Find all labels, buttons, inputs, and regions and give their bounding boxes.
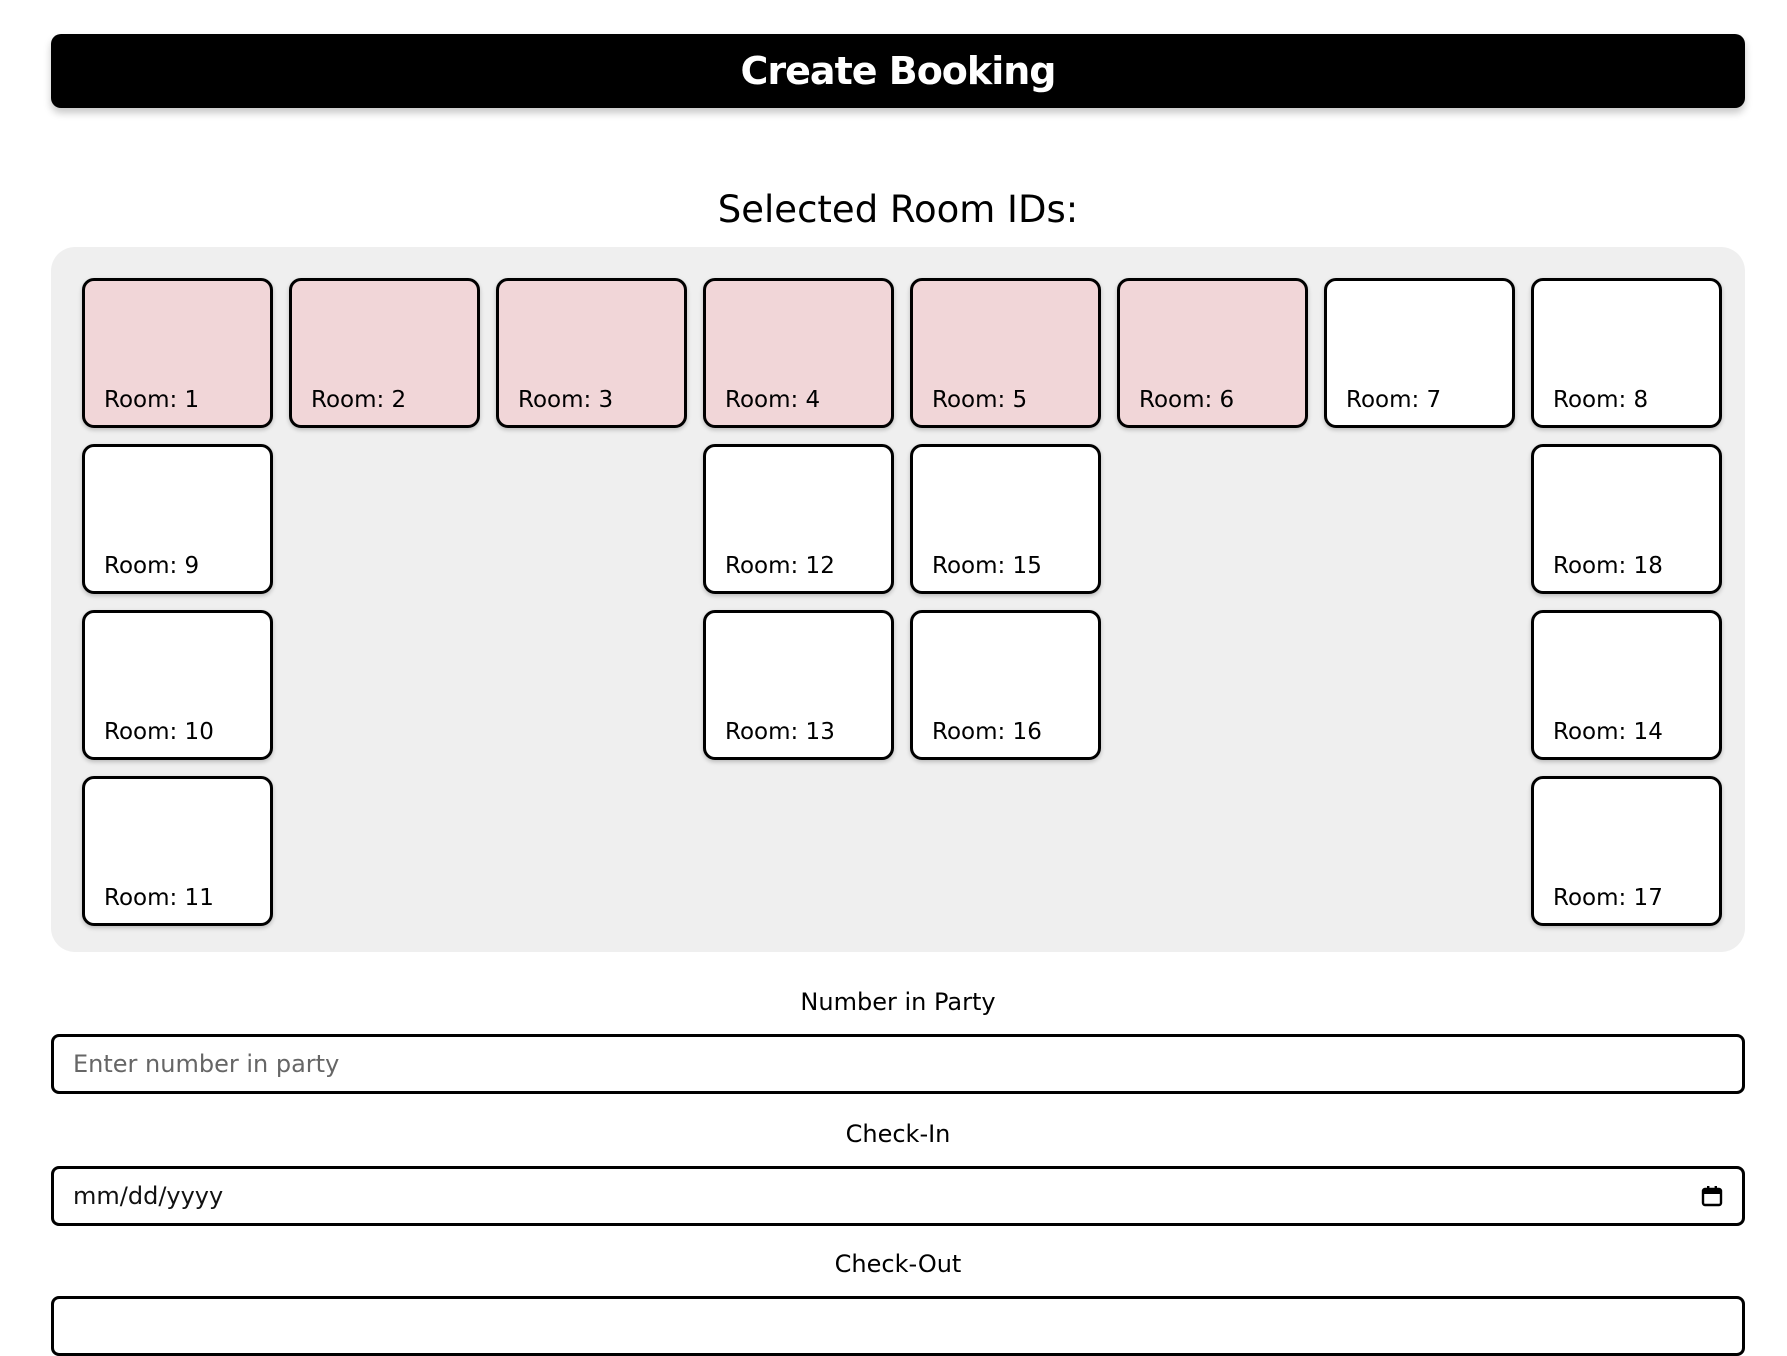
room-label: Room: 7: [1346, 387, 1442, 413]
room-card-13[interactable]: [703, 610, 894, 760]
room-label: Room: 9: [104, 553, 200, 579]
room-label: Room: 12: [725, 553, 835, 579]
check-out-input[interactable]: [51, 1296, 1745, 1356]
room-label: Room: 13: [725, 719, 835, 745]
room-card-18[interactable]: [1531, 444, 1722, 594]
room-label: Room: 14: [1553, 719, 1663, 745]
page-header: [51, 34, 1745, 108]
room-card-11[interactable]: [82, 776, 273, 926]
room-label: Room: 17: [1553, 885, 1663, 911]
selected-rooms-title: Selected Room IDs:: [717, 188, 1079, 231]
room-card-6[interactable]: [1117, 278, 1308, 428]
room-card-3[interactable]: [496, 278, 687, 428]
check-in-value: mm/dd/yyyy: [73, 1182, 224, 1210]
room-label: Room: 10: [104, 719, 214, 745]
check-out-label: Check-Out: [834, 1250, 962, 1278]
room-label: Room: 4: [725, 387, 821, 413]
check-in-input[interactable]: [51, 1166, 1745, 1226]
room-label: Room: 2: [311, 387, 407, 413]
room-card-16[interactable]: [910, 610, 1101, 760]
room-card-10[interactable]: [82, 610, 273, 760]
room-card-2[interactable]: [289, 278, 480, 428]
room-label: Room: 11: [104, 885, 214, 911]
check-in-label: Check-In: [845, 1120, 951, 1148]
party-label: Number in Party: [800, 988, 996, 1016]
room-card-9[interactable]: [82, 444, 273, 594]
room-card-5[interactable]: [910, 278, 1101, 428]
room-label: Room: 6: [1139, 387, 1235, 413]
room-label: Room: 15: [932, 553, 1042, 579]
party-input[interactable]: [51, 1034, 1745, 1094]
room-label: Room: 18: [1553, 553, 1663, 579]
room-card-7[interactable]: [1324, 278, 1515, 428]
room-label: Room: 3: [518, 387, 614, 413]
room-card-8[interactable]: [1531, 278, 1722, 428]
room-card-1[interactable]: [82, 278, 273, 428]
room-card-14[interactable]: [1531, 610, 1722, 760]
room-label: Room: 16: [932, 719, 1042, 745]
page-title: Create Booking: [740, 49, 1056, 93]
room-label: Room: 8: [1553, 387, 1649, 413]
room-label: Room: 1: [104, 387, 200, 413]
calendar-icon[interactable]: [1701, 1185, 1723, 1207]
room-grid: [51, 247, 1745, 952]
room-card-15[interactable]: [910, 444, 1101, 594]
room-label: Room: 5: [932, 387, 1028, 413]
room-card-12[interactable]: [703, 444, 894, 594]
room-card-17[interactable]: [1531, 776, 1722, 926]
room-card-4[interactable]: [703, 278, 894, 428]
